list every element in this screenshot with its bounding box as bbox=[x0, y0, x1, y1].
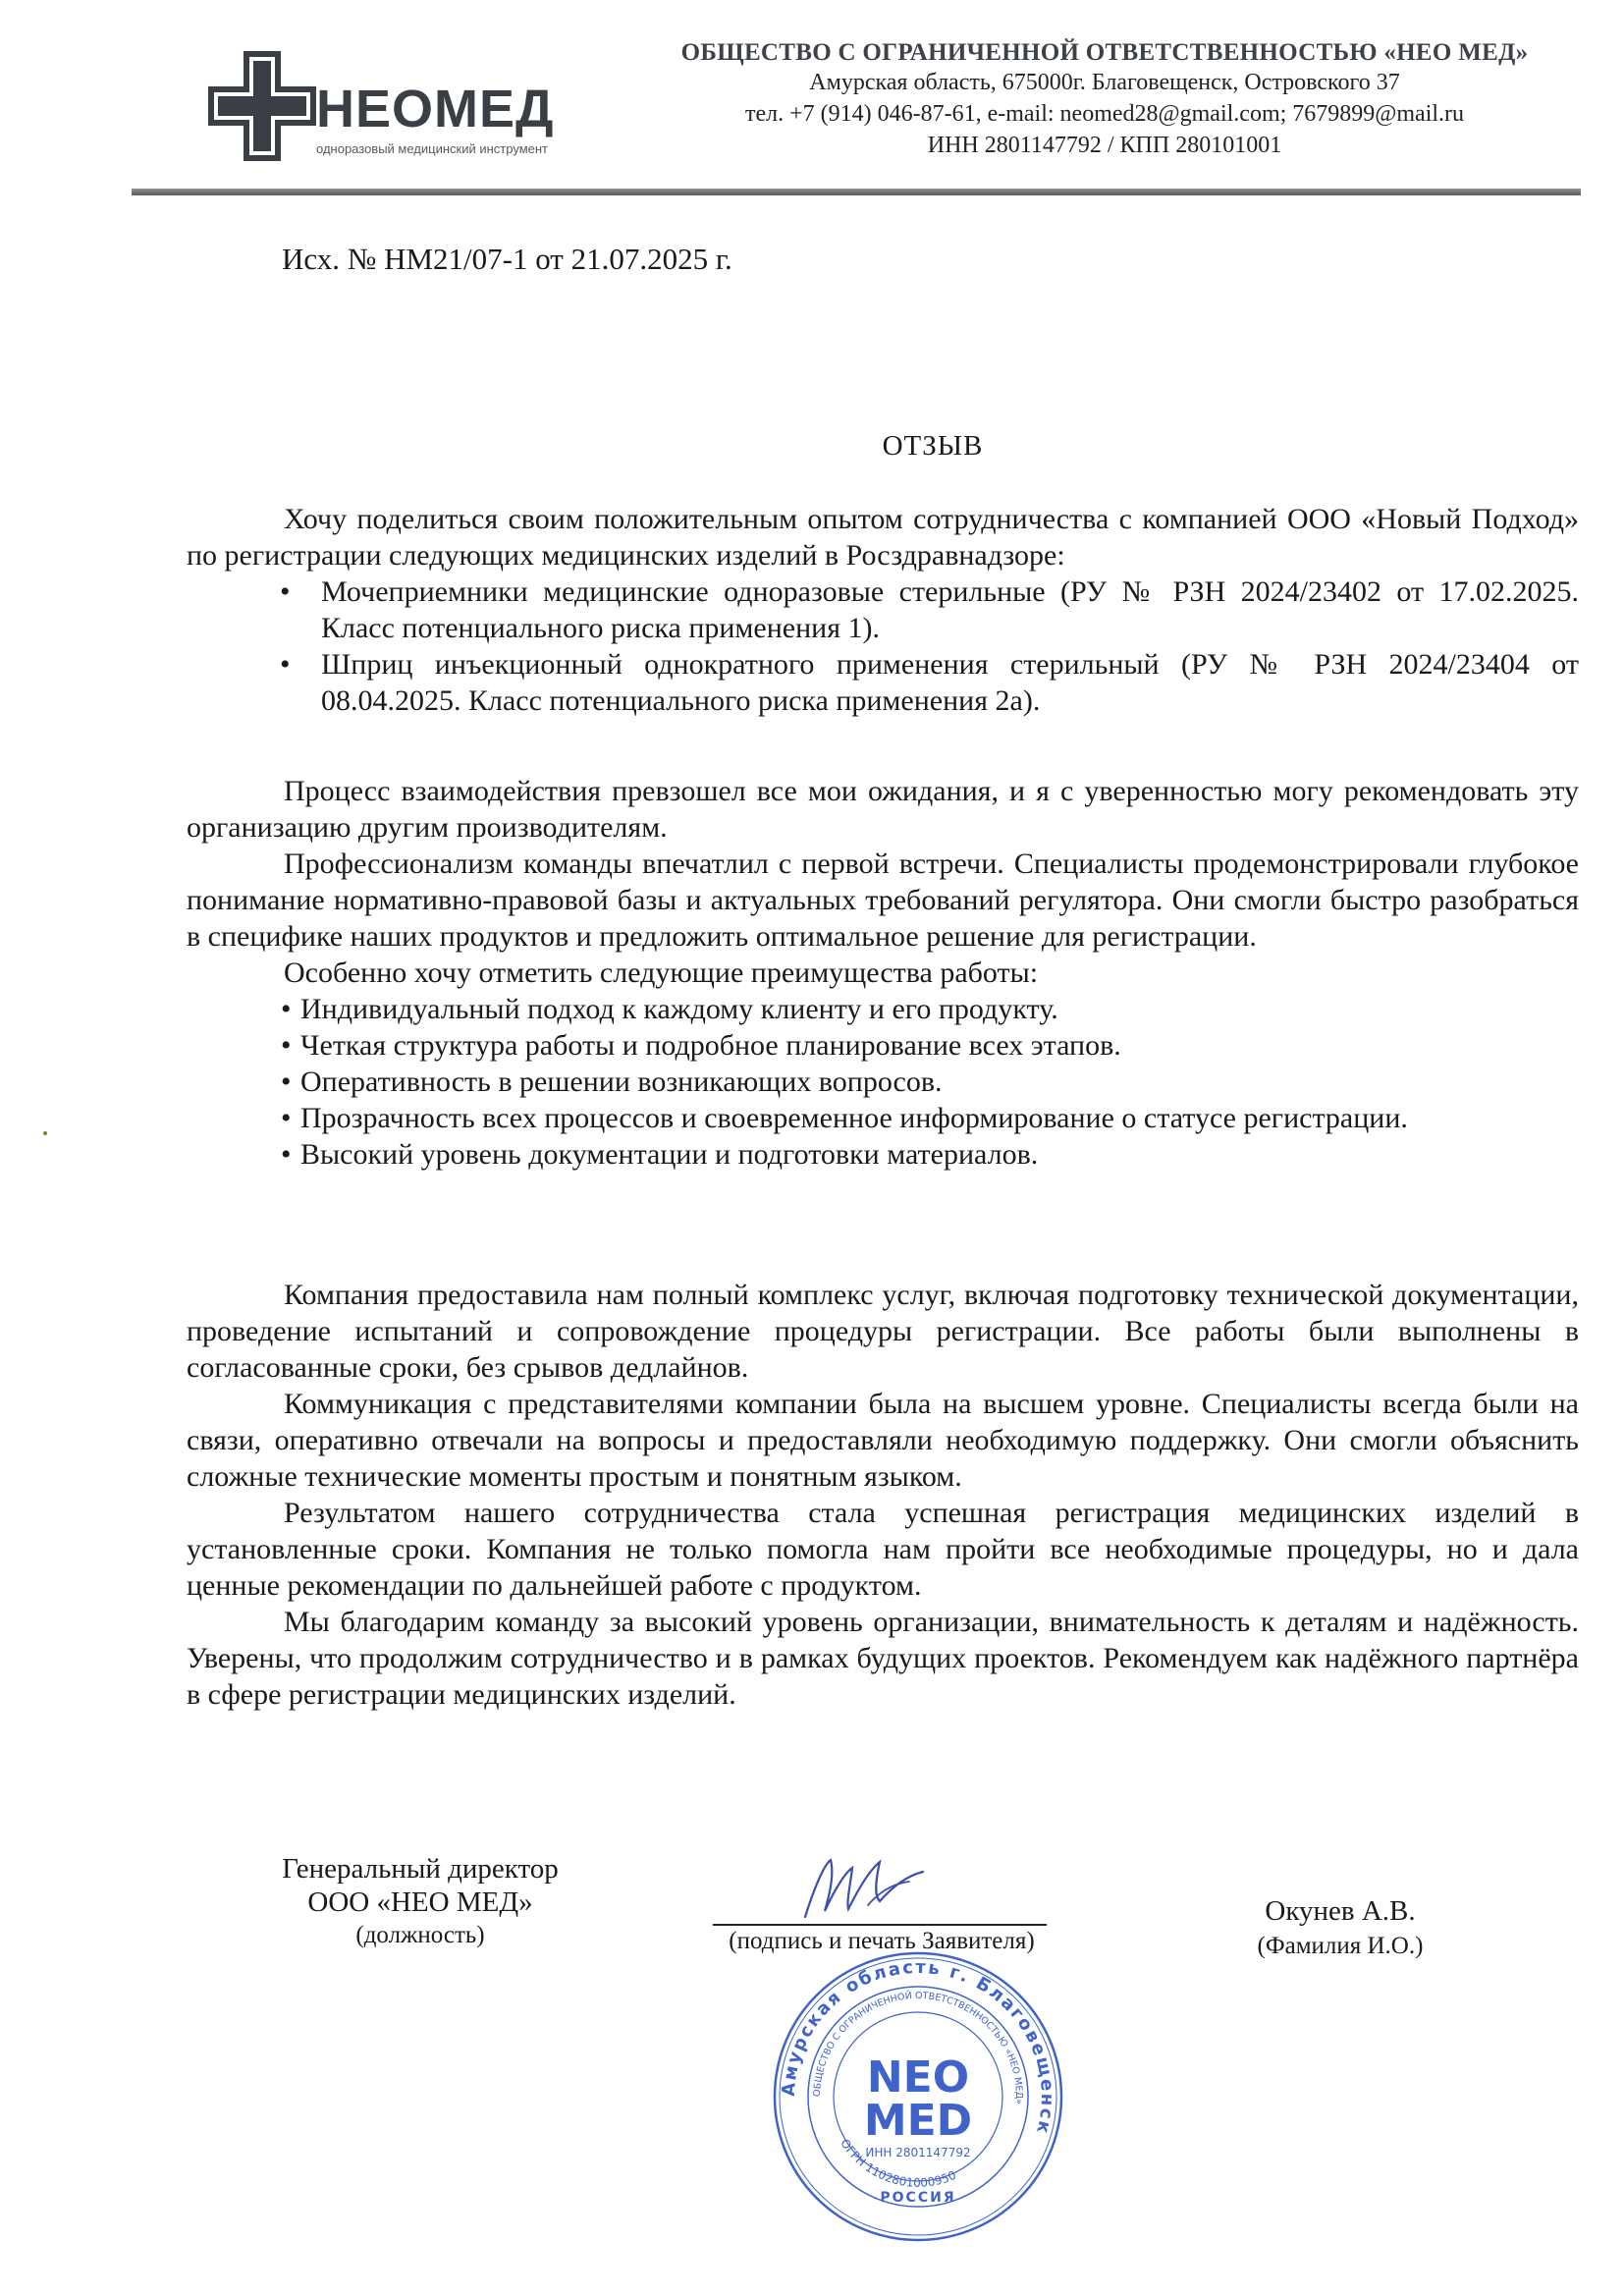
signer-name-block bbox=[1247, 1893, 1434, 1964]
position-title: Генеральный директор bbox=[282, 1853, 559, 1885]
company-contacts: тел. +7 (914) 046-87-61, e-mail: neomed28@gmail.com; 7679899@mail.ru bbox=[744, 101, 1465, 127]
advantages-intro: Особенно хочу отметить следующие преимущества работы: bbox=[284, 957, 1039, 989]
main-section bbox=[187, 773, 1579, 1173]
result-paragraph: Результатом нашего сотрудничества стала успешная регистрация медицинских изделий в установленные сроки. Компания не только помогла нам пройти все необходимые процедуры, но и дала ценные рекомендации по дальнейшей работе с продуктом. bbox=[187, 1497, 1579, 1602]
closing-section bbox=[187, 1277, 1579, 1713]
seal-inn: ИНН 2801147792 bbox=[865, 2146, 971, 2159]
advantages-list bbox=[187, 991, 1579, 1173]
company-details bbox=[628, 39, 1581, 161]
seal-outer-text: Амурская область г. Благовещенск bbox=[778, 1956, 1058, 2138]
advantage-item: • Высокий уровень документации и подготовки материалов. bbox=[187, 1136, 1579, 1173]
logo-wordmark: НЕОМЕД bbox=[316, 80, 555, 138]
company-seal bbox=[766, 1944, 1070, 2249]
services-paragraph: Компания предоставила нам полный комплекс услуг, включая подготовку технической документации, проведение испытаний и сопровождение процедуры регистрации. Все работы были выполнены в согласованные сроки, без срывов дедлайнов. bbox=[187, 1279, 1579, 1384]
scan-speck bbox=[43, 1131, 47, 1135]
advantage-item: • Индивидуальный подход к каждому клиенту и его продукту. bbox=[187, 991, 1579, 1027]
company-name: ОБЩЕСТВО С ОГРАНИЧЕННОЙ ОТВЕТСТВЕННОСТЬЮ «НЕО МЕД» bbox=[680, 39, 1529, 66]
advantage-item: • Четкая структура работы и подробное планирование всех этапов. bbox=[187, 1027, 1579, 1064]
position-hint: (должность) bbox=[355, 1922, 485, 1948]
signer-name: Окунев А.В. bbox=[1265, 1895, 1416, 1927]
company-tax-ids: ИНН 2801147792 / КПП 280101001 bbox=[927, 133, 1282, 158]
handwritten-signature bbox=[785, 1846, 933, 1935]
seal-inner-text: ОБЩЕСТВО С ОГРАНИЧЕННОЙ ОТВЕТСТВЕННОСТЬЮ «НЕО МЕД» bbox=[811, 1990, 1025, 2105]
seal-center-line1: NEO bbox=[866, 2052, 970, 2103]
signer-position bbox=[255, 1852, 585, 1952]
intro-paragraph: Хочу поделиться своим положительным опытом сотрудничества с компанией ООО «Новый Подход» по регистрации следующих медицинских изделий в Росздравнадзоре: bbox=[187, 503, 1579, 572]
seal-country: РОССИЯ bbox=[880, 2190, 956, 2206]
header-divider bbox=[132, 189, 1581, 195]
signature-hint: (подпись и печать Заявителя) bbox=[729, 1928, 1035, 1954]
communication-paragraph: Коммуникация с представителями компании была на высшем уровне. Специалисты всегда были на связи, оперативно отвечали на вопросы и предоставляли необходимую поддержку. Они смогли объяснить сложные технические моменты простым и понятным языком. bbox=[187, 1388, 1579, 1493]
logo-tagline: одноразовый медицинский инструмент bbox=[316, 141, 548, 156]
product-item: • Шприц инъекционный однократного применения стерильный (РУ № РЗН 2024/23404 от 08.04.2025. Класс потенциального риска применения 2а). bbox=[187, 646, 1579, 719]
intro-section bbox=[187, 501, 1579, 719]
signature-line bbox=[713, 1924, 1047, 1926]
professionalism-paragraph: Профессионализм команды впечатлил с первой встречи. Специалисты продемонстрировали глубокое понимание нормативно-правовой базы и актуальных требований регулятора. Они смогли быстро разобраться в специфике наших продуктов и предложить оптимальное решение для регистрации. bbox=[187, 847, 1579, 953]
seal-center-line2: MED bbox=[863, 2096, 973, 2146]
signer-name-hint: (Фамилия И.О.) bbox=[1257, 1933, 1424, 1959]
logo-cross-icon bbox=[208, 51, 316, 161]
position-company: ООО «НЕО МЕД» bbox=[307, 1886, 533, 1918]
thanks-paragraph: Мы благодарим команду за высокий уровень организации, внимательность к деталям и надёжность. Уверены, что продолжим сотрудничество и в рамках будущих проектов. Рекомендуем как надёжного партнёра в сфере регистрации медицинских изделий. bbox=[187, 1606, 1579, 1711]
product-list bbox=[187, 574, 1579, 719]
advantage-item: • Прозрачность всех процессов и своевременное информирование о статусе регистрации. bbox=[187, 1100, 1579, 1136]
document-title: ОТЗЫВ bbox=[882, 430, 984, 462]
outgoing-reference: Исх. № НМ21/07-1 от 21.07.2025 г. bbox=[282, 242, 732, 276]
process-paragraph: Процесс взаимодействия превзошел все мои ожидания, и я с уверенностью могу рекомендовать эту организацию другим производителям. bbox=[187, 775, 1579, 844]
product-item: • Мочеприемники медицинские одноразовые стерильные (РУ № РЗН 2024/23402 от 17.02.2025. Класс потенциального риска применения 1). bbox=[187, 574, 1579, 646]
advantage-item: • Оперативность в решении возникающих вопросов. bbox=[187, 1064, 1579, 1100]
company-address: Амурская область, 675000г. Благовещенск, Островского 37 bbox=[809, 70, 1400, 95]
seal-ogrn: ОГРН 1102801000950 bbox=[838, 2136, 958, 2190]
